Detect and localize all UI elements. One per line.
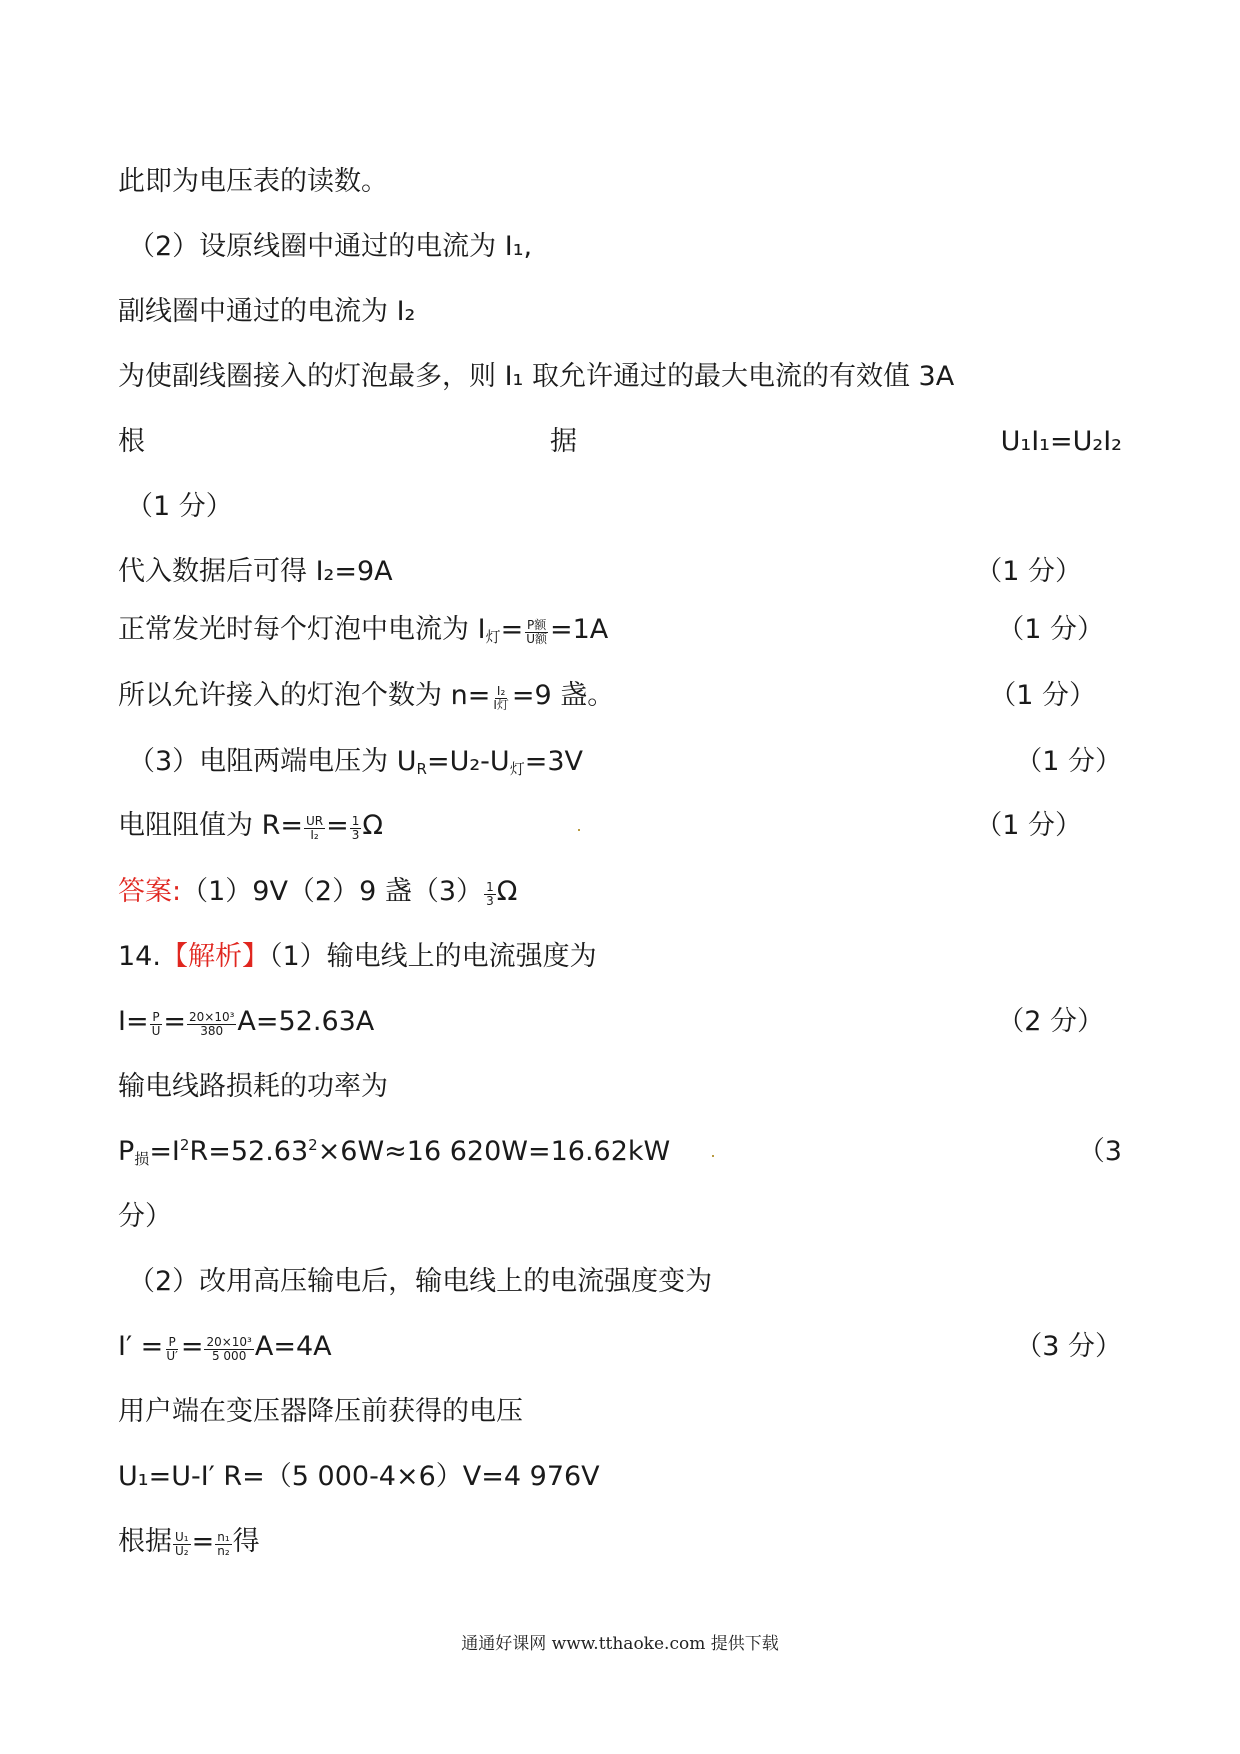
- score-resistance: （1 分）: [975, 810, 1082, 841]
- unit-ohm: Ω: [496, 876, 518, 907]
- frac-den: 3: [486, 894, 494, 908]
- score-new-current: （3 分）: [1015, 1331, 1122, 1362]
- text-i-prime: I′ =: [118, 1331, 164, 1362]
- frac-num: P: [152, 1010, 160, 1024]
- answer-label: 答案:: [118, 876, 182, 907]
- frac-den: I灯: [493, 698, 509, 712]
- line-user-voltage-intro: 用户端在变压器降压前获得的电压: [118, 1396, 523, 1427]
- text-resistance: 电阻阻值为 R=: [118, 810, 303, 841]
- value-52-63a: A=52.63A: [237, 1006, 375, 1037]
- fraction-one-third: [484, 881, 496, 908]
- score-current: （2 分）: [997, 1006, 1104, 1037]
- line-score-continued: 分）: [118, 1201, 172, 1232]
- value-9: =9 盏。: [511, 680, 615, 711]
- fraction-i2-over-ilamp: [491, 685, 511, 712]
- score-power-loss: （3: [1077, 1136, 1122, 1167]
- frac-den: 3: [351, 828, 360, 842]
- fraction-one-third: [350, 815, 362, 842]
- line-power-loss: [118, 1133, 1122, 1171]
- frac-den: U′: [166, 1349, 178, 1363]
- equals: =: [500, 614, 524, 645]
- frac-den: U₂: [175, 1544, 189, 1558]
- equals: =: [163, 1006, 187, 1037]
- frac-num: 20×10³: [206, 1335, 252, 1349]
- speck: [578, 829, 580, 831]
- text-u2: =U₂-U: [426, 746, 510, 777]
- line-lamp-count: [118, 677, 1122, 715]
- text-resistor-voltage: （3）电阻两端电压为 U: [128, 746, 417, 777]
- line-turns-ratio: [118, 1523, 1122, 1561]
- fraction-u1-over-u2: [173, 1531, 191, 1558]
- line-q14-heading: [118, 938, 1122, 976]
- line-current-calc: [118, 1003, 1122, 1041]
- frac-num: I₂: [496, 684, 506, 698]
- text-i: =I: [149, 1136, 180, 1167]
- frac-num: n₁: [217, 1530, 230, 1544]
- equals: =: [326, 810, 349, 841]
- text-lamp-count: 所以允许接入的灯泡个数为 n=: [118, 680, 491, 711]
- text-p: P: [118, 1136, 135, 1167]
- score-lamp-count: （1 分）: [989, 680, 1096, 711]
- frac-num: 1: [486, 880, 494, 894]
- sub-loss: 损: [134, 1150, 150, 1168]
- frac-num: 1: [351, 814, 360, 828]
- value-1a: =1A: [549, 614, 609, 645]
- line-voltmeter-reading: 此即为电压表的读数。: [118, 166, 388, 197]
- line-lamp-current: [118, 611, 1122, 649]
- line-new-current: [118, 1328, 1122, 1366]
- line-primary-current: （2）设原线圈中通过的电流为 I₁,: [128, 231, 533, 262]
- frac-den: U额: [526, 632, 547, 646]
- value-3v: =3V: [524, 746, 583, 777]
- speck: [712, 1155, 714, 1157]
- fraction-p-over-u: [524, 619, 549, 646]
- frac-num: U₁: [175, 1530, 189, 1544]
- analysis-label: 【解析】: [160, 941, 269, 972]
- frac-den: I₂: [310, 828, 319, 842]
- frac-den: n₂: [217, 1544, 230, 1558]
- frac-num: 20×10³: [189, 1010, 235, 1024]
- word-ju: 据: [550, 426, 577, 457]
- text-current-intensity: （1）输电线上的电流强度为: [268, 941, 597, 972]
- fraction-p-over-u-prime: [164, 1336, 180, 1363]
- line-resistance: [118, 807, 1122, 845]
- text-according-to: 根据: [118, 1526, 172, 1557]
- line-i2-result: 代入数据后可得 I₂=9A: [118, 556, 393, 587]
- score-resistor-voltage: （1 分）: [1015, 746, 1122, 777]
- value-power: ×6W≈16 620W=16.62kW: [317, 1136, 671, 1167]
- text-r: R=52.63: [189, 1136, 309, 1167]
- answer-text: （1）9V（2）9 盏（3）: [181, 876, 484, 907]
- text-obtain: 得: [232, 1526, 260, 1557]
- fraction-power-over-5000: [204, 1336, 253, 1363]
- score-line: （1 分）: [126, 491, 233, 522]
- page-footer: 通通好课网 www.tthaoke.com 提供下载: [461, 1634, 779, 1654]
- frac-num: P额: [526, 618, 547, 632]
- fraction-ur-over-i2: [304, 815, 325, 842]
- line-according-to: [118, 423, 1122, 461]
- line-u1-calc: U₁=U-I′ R=（5 000-4×6）V=4 976V: [118, 1461, 600, 1492]
- frac-den: 5 000: [211, 1349, 247, 1363]
- frac-num: P: [168, 1335, 176, 1349]
- sup-2: 2: [179, 1136, 190, 1154]
- fraction-p-over-u: [150, 1011, 163, 1038]
- power-equation: U₁I₁=U₂I₂: [1000, 426, 1122, 457]
- sup-2: 2: [308, 1136, 318, 1154]
- line-resistor-voltage: [128, 743, 1122, 781]
- line-answer: [118, 873, 1122, 911]
- fraction-power-over-380: [187, 1011, 236, 1038]
- sub-r: R: [416, 760, 427, 778]
- frac-num: UR: [305, 814, 324, 828]
- line-high-voltage-intro: （2）改用高压输电后，输电线上的电流强度变为: [128, 1266, 713, 1297]
- line-power-loss-intro: 输电线路损耗的功率为: [118, 1071, 388, 1102]
- word-gen: 根: [118, 426, 145, 457]
- equals: =: [191, 1526, 215, 1557]
- score-i2: （1 分）: [975, 556, 1082, 587]
- sub-lamp: 灯: [485, 628, 501, 646]
- equals: =: [180, 1331, 204, 1362]
- score-lamp-current: （1 分）: [997, 614, 1104, 645]
- value-4a: A=4A: [254, 1331, 332, 1362]
- frac-den: U: [151, 1024, 161, 1038]
- fraction-n1-over-n2: [215, 1531, 231, 1558]
- sub-lamp: 灯: [509, 760, 525, 778]
- line-max-current: 为使副线圈接入的灯泡最多，则 I₁ 取允许通过的最大电流的有效值 3A: [118, 361, 955, 392]
- unit-ohm: Ω: [362, 810, 383, 841]
- question-number: 14.: [118, 941, 161, 972]
- text-i-equals: I=: [118, 1006, 149, 1037]
- frac-den: 380: [200, 1024, 224, 1038]
- line-secondary-current: 副线圈中通过的电流为 I₂: [118, 296, 416, 327]
- text-lamp-current: 正常发光时每个灯泡中电流为 I: [118, 614, 486, 645]
